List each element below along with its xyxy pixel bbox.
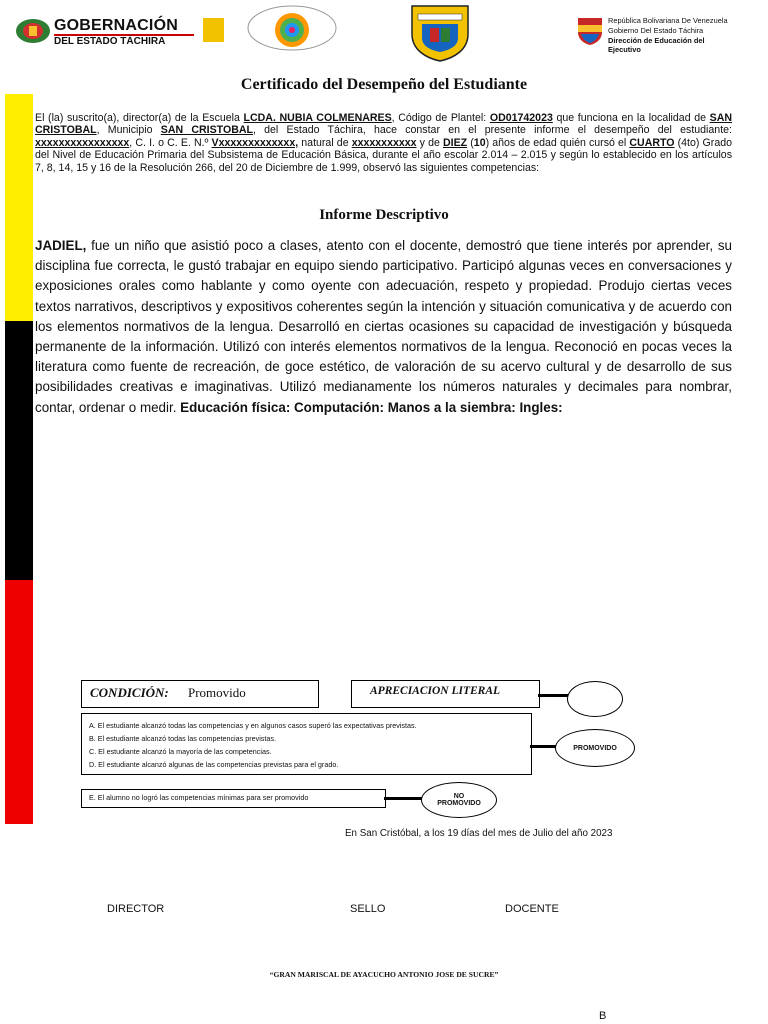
criteria-d: D. El estudiante alcanzó algunas de las competencias previstas para el grado. [89,760,339,769]
criteria-list [89,719,417,771]
gobierno-logo [575,14,735,54]
gov-line1: República Bolivariana De Venezuela [608,16,728,25]
header [0,0,768,60]
locality: SAN CRISTOBAL [35,112,733,137]
date-line [345,828,612,839]
apreciacion-connector [538,694,568,697]
flag-black-band [5,321,33,580]
no-promovido-oval: NO PROMOVIDO [421,782,497,818]
page-mark: B [599,1010,607,1022]
yellow-logo-block [203,18,224,42]
education-circle-logo-icon [244,4,340,52]
student-id: Vxxxxxxxxxxxxx, [211,136,299,149]
gob-line1: GOBERNACIÓN [54,17,178,34]
section-subtitle: Informe Descriptivo [319,207,449,223]
criteria-box [81,713,532,775]
report-student-name: JADIEL, [35,238,87,253]
condition-value: Promovido [188,685,246,700]
signature-sello: SELLO [350,903,386,915]
condition-box [81,680,319,708]
promovido-connector [530,745,556,748]
report-subjects: Educación física: Computación: Manos a la siembra: Ingles: [180,399,563,415]
student-name: xxxxxxxxxxxxxxxx [35,136,130,149]
page-title: Certificado del Desempeño del Estudiante [240,76,528,93]
date-prefix: En San Cristóbal, [345,828,424,839]
age-number: 10 [473,136,486,149]
gov-line2: Gobierno Del Estado Táchira [608,26,704,35]
criteria-c: C. El estudiante alcanzó la mayoría de las competencias. [89,747,272,756]
promovido-oval: PROMOVIDO [555,729,635,767]
signature-docente: DOCENTE [505,903,559,915]
venezuela-coat-of-arms-icon [575,16,605,46]
date-rest: a los 19 días del mes de Julio del año 2023 [423,828,613,839]
footer-motto: “GRAN MARISCAL DE AYACUCHO ANTONIO JOSE DE SUCRE” [269,970,499,979]
criteria-e: E. El alumno no logró las competencias mínimas para ser promovido [89,793,309,802]
state-coat-of-arms-icon [14,17,52,45]
gov-line3: Dirección de Educación del Ejecutivo [608,36,705,54]
gob-line2: DEL ESTADO TÁCHIRA [54,36,166,47]
signature-director: DIRECTOR [107,903,165,915]
no-promovido-connector [384,797,422,800]
student-origin: xxxxxxxxxxx [351,136,417,149]
grade: CUARTO [629,136,675,149]
criteria-a: A. El estudiante alcanzó todas las competencias y en algunos casos superó las expectativas previstas. [89,721,417,730]
flag-red-band [5,580,33,824]
criteria-b: B. El estudiante alcanzó todas las competencias previstas. [89,734,276,743]
apreciacion-value-oval [567,681,623,717]
report-body: fue un niño que asistió poco a clases, atento con el docente, demostró que tiene interés por aprender, su disciplina fue correcta, le gustó trabajar en equipo siendo participativo. Participó algunas veces en conversaciones y exposiciones orales como hablante y como oyente con adecuación, respeto y propiedad. Produjo ciertas veces textos narrativos, descriptivos y expositivos coherentes según la intención y situación comunicativa y de acuerdo con los elementos normativos de la lengua. Desarrolló en ciertas ocasiones su capacidad de investigación y búsqueda permanente de la información. Utilizó con interés elementos normativos de la lengua. Reconoció en pocas veces la literatura como fuente de recreación, de goce estético, de valoración de su acervo cultural y de desarrollo de sus posibilidades creativas e imaginativas. Utilizó medianamente los números naturales y decimales para nombrar, contar, ordenar o medir. [35,238,732,415]
descriptive-report [35,236,732,418]
criteria-e-box [81,789,386,808]
condition-label: CONDICIÓN: [90,685,169,700]
age-word: DIEZ [443,136,468,149]
school-name: LCDA. NUBIA COLMENARES [243,112,392,124]
municipality: SAN CRISTOBAL [160,124,253,137]
gobernacion-logo [12,16,198,46]
intro-paragraph: El (la) suscrito(a), director(a) de la Escuela LCDA. NUBIA COLMENARES, Código de Plantel: OD01742023 que funciona en la localidad de SAN CRISTOBAL, Municipio SAN CRISTOBAL, del Estado Táchira, hace constar en el presente informe el desempeño del estudiante: xxxxxxxxxxxxxxxx, C. I. o C. E. N.º Vxxxxxxxxxxxxx, natural de xxxxxxxxxxx y de DIEZ (10) años de edad quién cursó el CUARTO (4to) Grado del Nivel de Educación Primaria del Subsistema de Educación Básica, durante el año escolar 2.014 – 2.015 y según lo establecido en los artículos 7, 8, 14, 15 y 16 de la Resolución 266, del 20 de Diciembre de 1.999, observó las siguientes competencias: [35,112,733,174]
school-crest-icon [408,4,472,62]
school-code: OD01742023 [489,112,553,124]
apreciacion-box [351,680,540,708]
apreciacion-label: APRECIACION LITERAL [370,685,501,697]
